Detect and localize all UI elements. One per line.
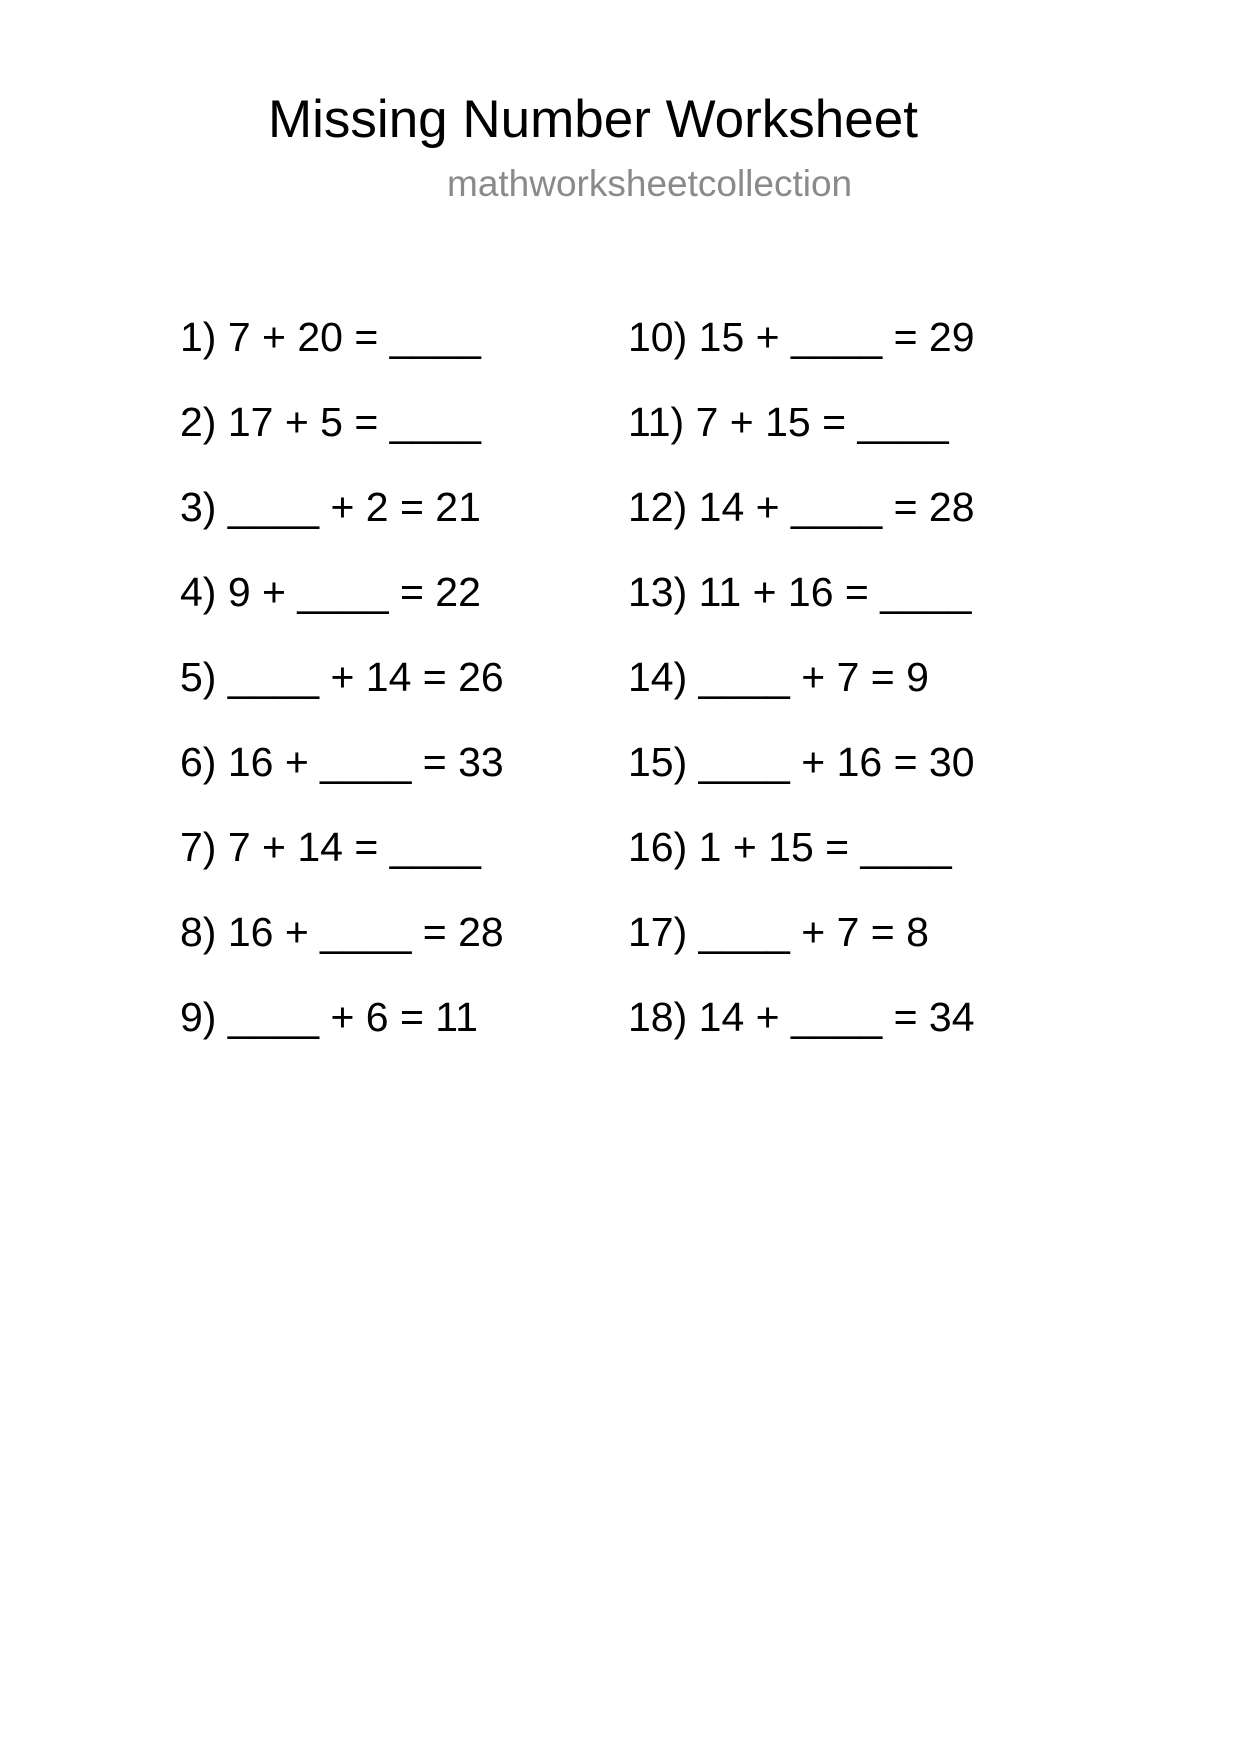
problem-text: 9) ____ + 6 = 11 <box>180 994 478 1040</box>
problem-text: 15) ____ + 16 = 30 <box>628 739 975 785</box>
worksheet-title: Missing Number Worksheet <box>268 90 918 149</box>
problem-text: 10) 15 + ____ = 29 <box>628 314 975 360</box>
problem-15 <box>628 734 975 819</box>
problem-5 <box>180 649 504 734</box>
problem-column-left <box>180 309 504 1074</box>
problem-18 <box>628 989 975 1074</box>
problem-16 <box>628 819 975 904</box>
problem-11 <box>628 394 975 479</box>
problem-7 <box>180 819 504 904</box>
problem-8 <box>180 904 504 989</box>
problem-text: 6) 16 + ____ = 33 <box>180 739 504 785</box>
problem-text: 18) 14 + ____ = 34 <box>628 994 975 1040</box>
problem-text: 14) ____ + 7 = 9 <box>628 654 929 700</box>
problem-text: 13) 11 + 16 = ____ <box>628 569 972 615</box>
problem-text: 12) 14 + ____ = 28 <box>628 484 975 530</box>
problem-2 <box>180 394 504 479</box>
problem-9 <box>180 989 504 1074</box>
problem-column-right <box>628 309 975 1074</box>
problem-text: 1) 7 + 20 = ____ <box>180 314 481 360</box>
problem-10 <box>628 309 975 394</box>
problem-6 <box>180 734 504 819</box>
problem-text: 17) ____ + 7 = 8 <box>628 909 929 955</box>
problem-text: 4) 9 + ____ = 22 <box>180 569 481 615</box>
problem-14 <box>628 649 975 734</box>
problem-3 <box>180 479 504 564</box>
problem-text: 11) 7 + 15 = ____ <box>628 399 949 445</box>
problem-4 <box>180 564 504 649</box>
problem-13 <box>628 564 975 649</box>
problem-17 <box>628 904 975 989</box>
problem-1 <box>180 309 504 394</box>
problem-text: 3) ____ + 2 = 21 <box>180 484 481 530</box>
problem-text: 7) 7 + 14 = ____ <box>180 824 481 870</box>
problem-12 <box>628 479 975 564</box>
problem-text: 8) 16 + ____ = 28 <box>180 909 504 955</box>
problem-text: 2) 17 + 5 = ____ <box>180 399 481 445</box>
problem-text: 5) ____ + 14 = 26 <box>180 654 504 700</box>
problem-text: 16) 1 + 15 = ____ <box>628 824 952 870</box>
worksheet-subtitle: mathworksheetcollection <box>447 163 853 204</box>
